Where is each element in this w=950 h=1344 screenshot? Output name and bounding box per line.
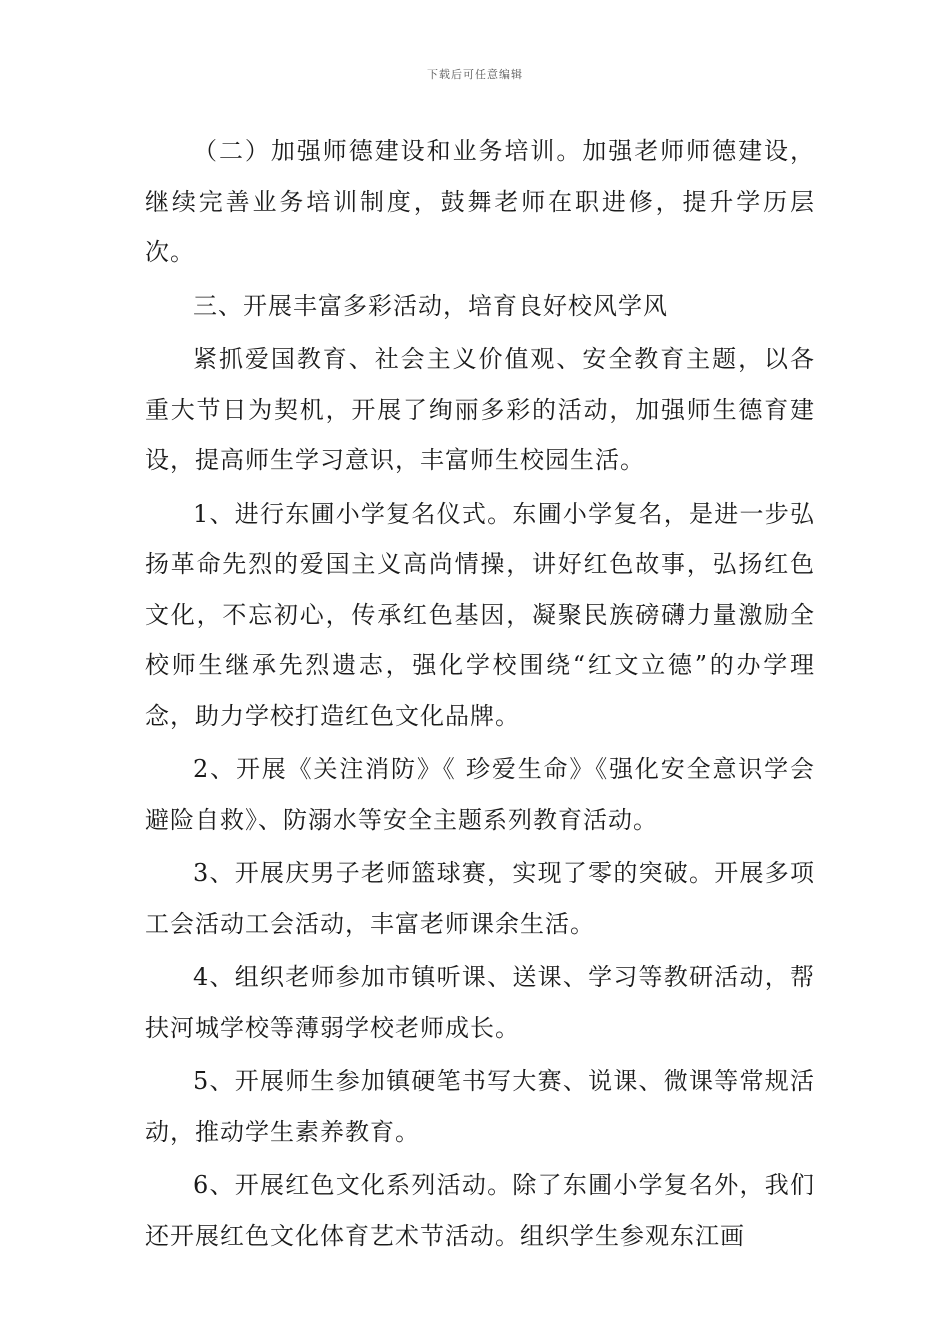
list-item-6-red-culture: 6、开展红色文化系列活动。除了东圃小学复名外，我们还开展红色文化体育艺术节活动。组织学生参观东江画 xyxy=(145,1171,815,1250)
page-header-note: 下载后可任意编辑 xyxy=(427,68,523,81)
section-heading-activities: 三、开展丰富多彩活动，培育良好校风学风 xyxy=(193,291,668,320)
list-item-2-safety-education: 2、开展《关注消防》《 珍爱生命》《强化安全意识学会避险自救》、防溺水等安全主题系列教育活动。 xyxy=(145,755,815,834)
list-item-5-writing-contest: 5、开展师生参加镇硬笔书写大赛、说课、微课等常规活动，推动学生素养教育。 xyxy=(145,1067,815,1146)
paragraph-activities-intro: 紧抓爱国教育、社会主义价值观、安全教育主题，以各重大节日为契机，开展了绚丽多彩的活动，加强师生德育建设，提高师生学习意识，丰富师生校园生活。 xyxy=(145,345,815,474)
list-item-3-basketball: 3、开展庆男子老师篮球赛，实现了零的突破。开展多项工会活动工会活动，丰富老师课余生活。 xyxy=(145,859,815,938)
paragraph-teacher-training: （二）加强师德建设和业务培训。加强老师师德建设，继续完善业务培训制度，鼓舞老师在职进修，提升学历层次。 xyxy=(145,137,815,266)
list-item-4-teaching-research: 4、组织老师参加市镇听课、送课、学习等教研活动，帮扶河城学校等薄弱学校老师成长。 xyxy=(145,963,815,1042)
document-body xyxy=(145,126,815,1264)
list-item-1-renaming-ceremony: 1、进行东圃小学复名仪式。东圃小学复名，是进一步弘扬革命先烈的爱国主义高尚情操，讲好红色故事，弘扬红色文化，不忘初心，传承红色基因，凝聚民族磅礴力量激励全校师生继承先烈遗志，强化学校围绕“红文立德”的办学理念，助力学校打造红色文化品牌。 xyxy=(145,499,815,730)
